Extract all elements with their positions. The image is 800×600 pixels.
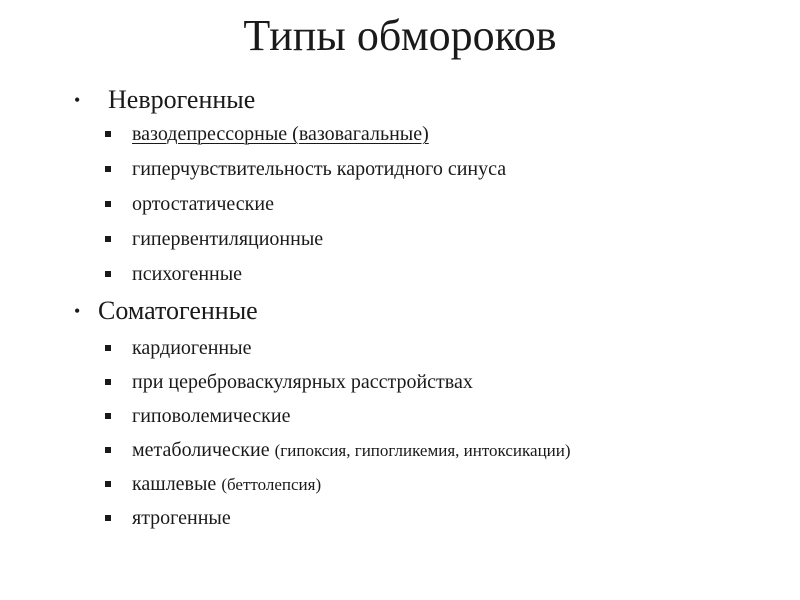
list-item bbox=[132, 403, 290, 429]
list-item bbox=[132, 437, 571, 464]
list-item bbox=[132, 191, 274, 217]
square-bullet-icon bbox=[105, 166, 111, 172]
list-item-text: кашлевые bbox=[132, 473, 217, 495]
square-bullet-icon bbox=[105, 447, 111, 453]
list-item bbox=[132, 335, 251, 361]
list-item-text: вазодепрессорные (вазовагальные) bbox=[132, 123, 429, 145]
round-bullet-icon: • bbox=[74, 301, 81, 321]
square-bullet-icon bbox=[105, 201, 111, 207]
list-item-text: гиповолемические bbox=[132, 405, 291, 427]
list-item-text: ятрогенные bbox=[132, 507, 231, 529]
list-item bbox=[132, 121, 429, 147]
group-heading-somatogenic bbox=[74, 295, 258, 327]
group-heading-label: Соматогенные bbox=[98, 296, 258, 325]
list-item-text: метаболические bbox=[132, 439, 270, 461]
list-item-note: (беттолепсия) bbox=[221, 475, 322, 494]
list-item bbox=[132, 156, 506, 182]
list-item bbox=[132, 369, 473, 395]
list-item bbox=[132, 226, 323, 252]
square-bullet-icon bbox=[105, 236, 111, 242]
list-item-text: гиперчувствительность каротидного синуса bbox=[132, 158, 507, 180]
list-item-text: ортостатические bbox=[132, 193, 274, 215]
list-item-text: психогенные bbox=[132, 263, 243, 285]
list-item-note: (гипоксия, гипогликемия, интоксикации) bbox=[274, 441, 571, 460]
square-bullet-icon bbox=[105, 379, 111, 385]
list-item bbox=[132, 505, 231, 531]
square-bullet-icon bbox=[105, 413, 111, 419]
list-item bbox=[132, 261, 242, 287]
list-item bbox=[132, 471, 321, 498]
square-bullet-icon bbox=[105, 515, 111, 521]
list-item-text: гипервентиляционные bbox=[132, 228, 324, 250]
square-bullet-icon bbox=[105, 481, 111, 487]
square-bullet-icon bbox=[105, 131, 111, 137]
list-item-text: кардиогенные bbox=[132, 337, 252, 359]
group-heading-neurogenic bbox=[74, 84, 256, 116]
square-bullet-icon bbox=[105, 271, 111, 277]
list-item-text: при цереброваскулярных расстройствах bbox=[132, 371, 473, 393]
slide-title: Типы обмороков bbox=[243, 11, 557, 60]
round-bullet-icon: • bbox=[74, 90, 81, 110]
group-heading-label: Неврогенные bbox=[108, 85, 256, 114]
square-bullet-icon bbox=[105, 345, 111, 351]
